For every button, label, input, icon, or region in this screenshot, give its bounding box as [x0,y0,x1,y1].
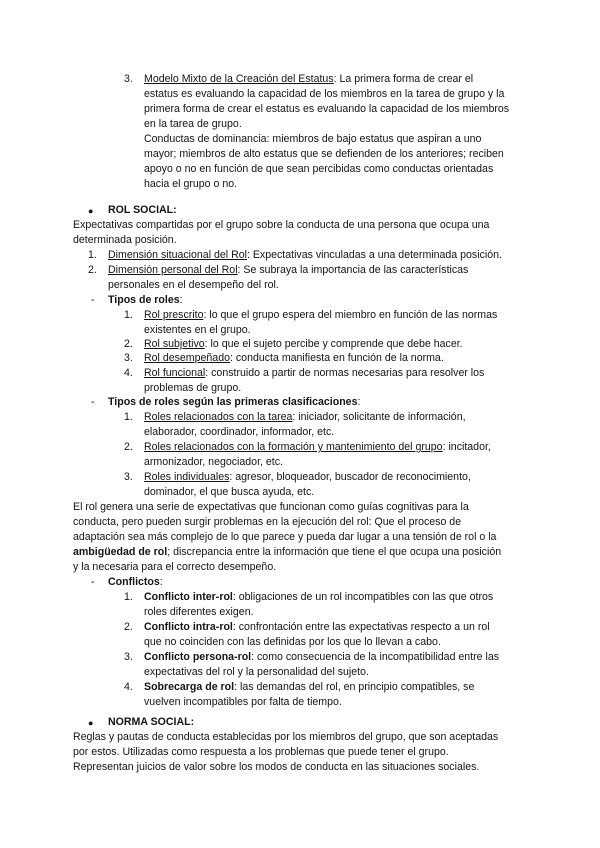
list-number: 2. [124,621,133,633]
list-item-line: mayor; miembros de alto estatus que se defienden de los anteriores; reciben [144,148,504,160]
term: Rol funcional [144,367,206,379]
subsection-heading: Tipos de roles: [108,294,183,306]
list-item-line: Rol desempeñado: conducta manifiesta en función de la norma. [144,352,444,364]
list-item-line: apoyo o no en función de que sean percibidas como conductas orientadas [144,163,494,175]
list-number: 1. [124,411,133,423]
paragraph-line: conducta, pero pueden surgir problemas en la ejecución del rol: Que el proceso de [73,516,462,528]
list-item-line: Conflicto intra-rol: confrontación entre las expectativas respecto a un rol [144,621,490,633]
subsection-heading: Tipos de roles según las primeras clasificaciones: [108,396,361,408]
list-number: 2. [124,338,133,350]
term: Dimensión situacional del Rol [108,249,247,261]
list-item-line: problemas de grupo. [144,382,242,394]
list-item-line: roles diferentes exigen. [144,606,254,618]
term: Dimensión personal del Rol [108,264,238,276]
list-item-line: Rol funcional: construido a partir de normas necesarias para resolver los [144,367,485,379]
section-heading: ROL SOCIAL: [108,204,177,216]
list-number: 3. [124,73,133,85]
paragraph-line: Expectativas compartidas por el grupo sobre la conducta de una persona que ocupa una [73,219,490,231]
list-item-line: Roles relacionados con la formación y mantenimiento del grupo: incitador, [144,441,491,453]
paragraph-line: y la necesaria para el correcto desempeño. [73,561,277,573]
list-number: 2. [124,441,133,453]
list-number: 1. [88,249,97,261]
bold-term: Conflicto inter-rol [144,591,233,603]
dash-marker: - [91,396,95,408]
list-item-line: Conflicto persona-rol: como consecuencia de la incompatibilidad entre las [144,651,500,663]
bold-term: Sobrecarga de rol [144,681,235,693]
list-item-line: Dimensión personal del Rol: Se subraya la importancia de las características [108,264,469,276]
list-item-line: vuelven incompatibles por falta de tiempo. [144,696,342,708]
list-item-line: Dimensión situacional del Rol: Expectativas vinculadas a una determinada posición. [108,249,502,261]
list-number: 3. [124,352,133,364]
list-item-line: personales en el desempeño del rol. [108,279,279,291]
paragraph-line: Reglas y pautas de conducta establecidas por los miembros del grupo, que son aceptadas [73,731,499,743]
list-item-line: en la tarea de grupo. [144,118,242,130]
list-item-line: que no coinciden con las definidas por los que lo llevan a cabo. [144,636,441,648]
term: Rol subjetivo [144,338,205,350]
list-item-line: elaborador, coordinador, informador, etc. [144,426,335,438]
section-heading: NORMA SOCIAL: [108,716,195,728]
list-number: 1. [124,309,133,321]
term: Rol desempeñado [144,352,230,364]
list-item-line: Roles relacionados con la tarea: iniciador, solicitante de información, [144,411,466,423]
list-item-line: dominador, el que busca ayuda, etc. [144,486,315,498]
paragraph-line: El rol genera una serie de expectativas que funcionan como guías cognitivas para la [73,501,469,513]
subsection-heading: Conflictos: [108,576,163,588]
list-number: 4. [124,367,133,379]
term: Roles relacionados con la formación y mantenimiento del grupo [144,441,443,453]
bullet-icon: ● [88,206,94,216]
list-item-line: primera forma de crear el estatus es evaluando la capacidad de los miembros [144,103,510,115]
term: Roles relacionados con la tarea [144,411,293,423]
paragraph-line: adaptación sea más complejo de lo que parece y pueda dar lugar a una tensión de rol o la [73,531,497,543]
list-number: 3. [124,471,133,483]
paragraph-line: por estos. Utilizadas como respuesta a los problemas que puede tener el grupo. [73,746,449,758]
list-item-line: Modelo Mixto de la Creación del Estatus: La primera forma de crear el [144,73,474,85]
bullet-icon: ● [88,718,94,728]
bold-term: ambigüedad de rol [73,546,168,558]
list-item-line: expectativas del rol y la personalidad del sujeto. [144,666,369,678]
list-number: 1. [124,591,133,603]
term: Roles individuales [144,471,230,483]
list-item-line: armonizador, negociador, etc. [144,456,283,468]
paragraph-line: Representan juicios de valor sobre los modos de conducta en las situaciones sociales. [73,761,480,773]
paragraph-line: ambigüedad de rol; discrepancia entre la información que tiene el que ocupa una posición [73,546,502,558]
term: Rol prescrito [144,309,204,321]
list-item-line: Roles individuales: agresor, bloqueador, buscador de reconocimiento, [144,471,471,483]
list-item-line: existentes en el grupo. [144,324,251,336]
list-item-line: Conductas de dominancia: miembros de bajo estatus que aspiran a uno [144,133,482,145]
bold-term: Conflicto intra-rol [144,621,233,633]
list-number: 3. [124,651,133,663]
list-item-line: hacia el grupo o no. [144,178,238,190]
bold-term: Conflicto persona-rol [144,651,252,663]
dash-marker: - [91,576,95,588]
list-item-line: Conflicto inter-rol: obligaciones de un rol incompatibles con las que otros [144,591,494,603]
list-item-line: Sobrecarga de rol: las demandas del rol, en principio compatibles, se [144,681,475,693]
term: Modelo Mixto de la Creación del Estatus [144,73,334,85]
list-number: 2. [88,264,97,276]
list-number: 4. [124,681,133,693]
dash-marker: - [91,294,95,306]
list-item-line: estatus es evaluando la capacidad de los miembros en la tarea de grupo y la [144,88,505,100]
list-item-line: Rol prescrito: lo que el grupo espera del miembro en función de las normas [144,309,498,321]
paragraph-line: determinada posición. [73,234,177,246]
list-item-line: Rol subjetivo: lo que el sujeto percibe y comprende que debe hacer. [144,338,463,350]
